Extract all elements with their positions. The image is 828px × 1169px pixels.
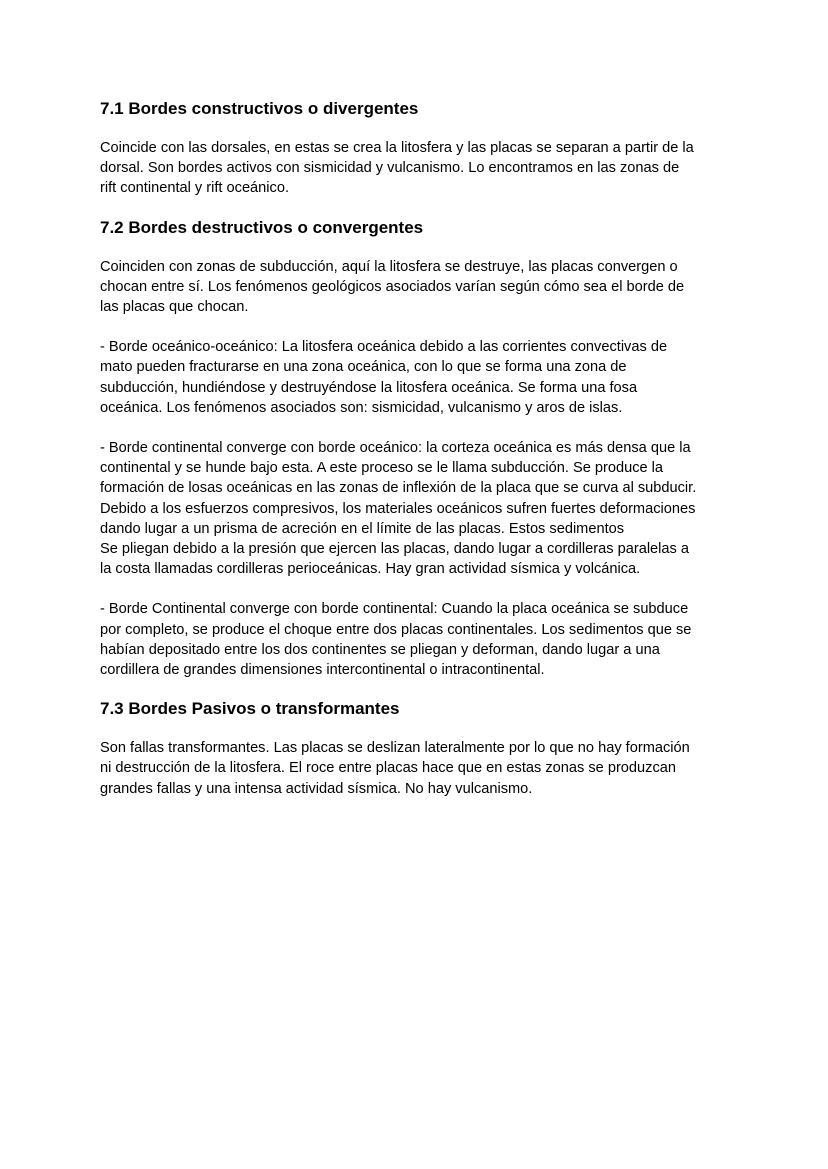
text-line: Son fallas transformantes. Las placas se deslizan lateralmente por lo que no hay formación	[100, 740, 690, 757]
text-line: Se pliegan debido a la presión que ejercen las placas, dando lugar a cordilleras paralelas a	[100, 541, 690, 558]
paragraph-continental-continental	[100, 599, 740, 680]
paragraph-oceanico-oceanico	[100, 337, 740, 418]
text-line: dorsal. Son bordes activos con sismicidad y vulcanismo. Lo encontramos en las zonas de	[100, 160, 680, 177]
text-line: - Borde Continental converge con borde continental: Cuando la placa oceánica se subduce	[100, 601, 689, 618]
section-bordes-pasivos	[100, 696, 740, 799]
paragraph-continental-oceanico	[100, 438, 740, 579]
text-line: cordillera de grandes dimensiones intercontinental o intracontinental.	[100, 662, 545, 679]
section-heading: 7.1 Bordes constructivos o divergentes	[100, 99, 419, 118]
paragraph	[100, 738, 740, 799]
section-bordes-constructivos	[100, 96, 740, 199]
paragraph	[100, 138, 740, 199]
text-line: formación de losas oceánicas en las zonas de inflexión de la placa que se curva al subducir.	[100, 480, 697, 497]
text-line: subducción, hundiéndose y destruyéndose la litosfera oceánica. Se forma una fosa	[100, 379, 638, 396]
section-heading: 7.2 Bordes destructivos o convergentes	[100, 217, 424, 237]
text-line: grandes fallas y una intensa actividad sísmica. No hay vulcanismo.	[100, 780, 533, 797]
text-line: continental y se hunde bajo esta. A este proceso se le llama subducción. Se produce la	[100, 460, 664, 477]
text-line: - Borde continental converge con borde oceánico: la corteza oceánica es más densa que la	[100, 440, 691, 457]
section-heading: 7.3 Bordes Pasivos o transformantes	[100, 699, 400, 719]
text-line: rift continental y rift oceánico.	[100, 180, 289, 197]
text-line: Debido a los esfuerzos compresivos, los materiales oceánicos sufren fuertes deformaciones	[100, 500, 696, 517]
paragraph	[100, 257, 740, 318]
text-line: las placas que chocan.	[100, 299, 249, 316]
document-body	[100, 96, 740, 799]
text-line: mato pueden fracturarse en una zona oceánica, con lo que se forma una zona de	[100, 359, 627, 376]
text-line: chocan entre sí. Los fenómenos geológicos asociados varían según cómo sea el borde de	[100, 278, 685, 295]
text-line: oceánica. Los fenómenos asociados son: sismicidad, vulcanismo y aros de islas.	[100, 399, 623, 416]
section-bordes-destructivos	[100, 215, 740, 681]
text-line: Coincide con las dorsales, en estas se crea la litosfera y las placas se separan a partir de la	[100, 140, 694, 156]
text-line: - Borde oceánico-oceánico: La litosfera oceánica debido a las corrientes convectivas de	[100, 339, 668, 356]
text-line: dando lugar a un prisma de acreción en el límite de las placas. Estos sedimentos	[100, 520, 625, 537]
text-line: por completo, se produce el choque entre dos placas continentales. Los sedimentos que se	[100, 621, 692, 638]
text-line: habían depositado entre los dos continentes se pliegan y deforman, dando lugar a una	[100, 641, 660, 658]
text-line: Coinciden con zonas de subducción, aquí la litosfera se destruye, las placas convergen o	[100, 258, 678, 275]
text-line: la costa llamadas cordilleras perioceánicas. Hay gran actividad sísmica y volcánica.	[100, 561, 641, 578]
text-line: ni destrucción de la litosfera. El roce entre placas hace que en estas zonas se produzcan	[100, 760, 676, 777]
